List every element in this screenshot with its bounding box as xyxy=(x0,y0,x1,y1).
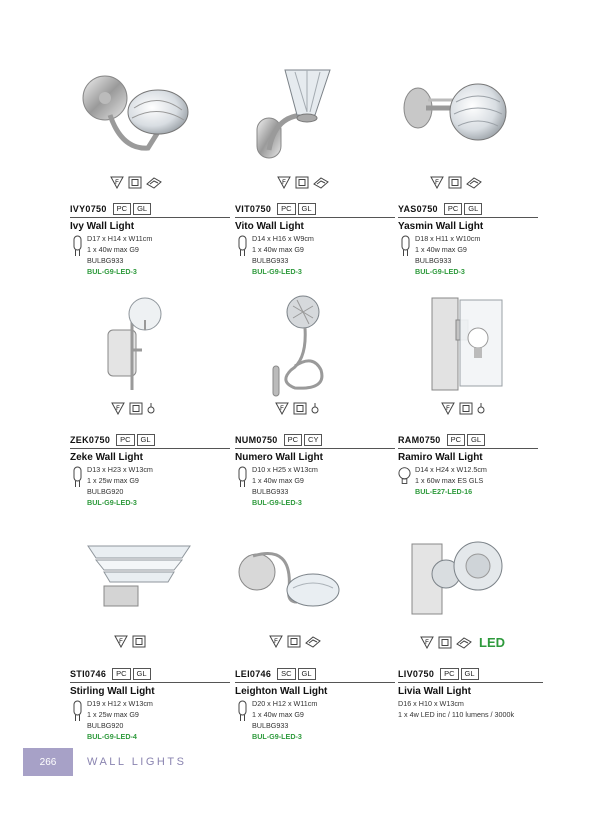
lamp-spec: 1 x 25w max G9 xyxy=(87,710,139,719)
capsule-bulb-icon xyxy=(72,466,83,488)
dimensions: D10 x H25 x W13cm xyxy=(252,465,318,474)
lamp-spec: 1 x 25w max G9 xyxy=(87,476,139,485)
product-name: Numero Wall Light xyxy=(235,452,323,463)
code-line xyxy=(70,203,230,218)
product-ivy xyxy=(70,60,230,275)
svg-text:F: F xyxy=(274,639,278,645)
double-insulated-icon xyxy=(438,636,452,649)
double-insulated-icon xyxy=(287,635,301,648)
svg-text:F: F xyxy=(115,180,119,186)
bulb-code: BULBG933 xyxy=(252,721,289,730)
feature-icons xyxy=(114,635,146,648)
bulb-code: BULBG933 xyxy=(415,256,452,265)
product-name: Stirling Wall Light xyxy=(70,686,155,697)
finish-badge: PC xyxy=(447,434,465,446)
feature-icons xyxy=(110,176,162,189)
product-name: Zeke Wall Light xyxy=(70,452,143,463)
double-insulated-icon xyxy=(129,402,143,415)
page-number: 266 xyxy=(23,748,73,776)
double-insulated-icon xyxy=(128,176,142,189)
double-insulated-icon xyxy=(459,402,473,415)
double-insulated-icon xyxy=(132,635,146,648)
glass-icon xyxy=(305,635,321,648)
svg-text:F: F xyxy=(280,406,284,412)
small-bulb-icon xyxy=(147,402,155,415)
dimensions: D20 x H12 x W11cm xyxy=(252,699,318,708)
led-code: BUL-G9-LED-4 xyxy=(87,732,137,741)
lamp-spec: 1 x 4w LED inc / 110 lumens / 3000k xyxy=(398,710,515,719)
product-photo-numero xyxy=(235,290,395,410)
finish-badge: GL xyxy=(133,203,151,215)
class2-icon xyxy=(420,636,434,649)
gls-bulb-icon xyxy=(398,466,411,488)
class2-icon xyxy=(114,635,128,648)
code-line xyxy=(398,203,538,218)
finish-badge: PC xyxy=(440,668,458,680)
capsule-bulb-icon xyxy=(400,235,411,257)
led-code: BUL-G9-LED-3 xyxy=(252,267,302,276)
product-name: Ivy Wall Light xyxy=(70,221,135,232)
glass-icon xyxy=(466,176,482,189)
finish-badge: PC xyxy=(113,203,131,215)
product-name: Yasmin Wall Light xyxy=(398,221,484,232)
product-info xyxy=(235,434,395,508)
product-photo-livia xyxy=(398,530,558,650)
dimensions: D13 x H23 x W13cm xyxy=(87,465,153,474)
glass-icon xyxy=(456,636,472,649)
product-stirling xyxy=(70,530,230,745)
product-vito xyxy=(235,60,395,275)
product-details xyxy=(398,698,543,720)
feature-icons xyxy=(277,176,329,189)
feature-icons xyxy=(269,635,321,648)
svg-text:F: F xyxy=(435,180,439,186)
section-title: WALL LIGHTS xyxy=(87,756,187,768)
dimensions: D17 x H14 x W11cm xyxy=(87,234,153,243)
led-label: LED xyxy=(479,635,505,650)
finish-badge: PC xyxy=(284,434,302,446)
product-photo-vito xyxy=(235,60,395,180)
page-footer xyxy=(23,748,186,776)
feature-icons xyxy=(111,402,155,415)
small-bulb-icon xyxy=(311,402,319,415)
class2-icon xyxy=(275,402,289,415)
product-details xyxy=(398,233,538,277)
dimensions: D14 x H24 x W12.5cm xyxy=(415,465,487,474)
product-name: Ramiro Wall Light xyxy=(398,452,483,463)
lamp-spec: 1 x 40w max G9 xyxy=(252,245,304,254)
product-info xyxy=(70,434,230,508)
code-line xyxy=(235,203,395,218)
product-leighton xyxy=(235,530,395,745)
class2-icon xyxy=(277,176,291,189)
product-name: Livia Wall Light xyxy=(398,686,471,697)
small-bulb-icon xyxy=(477,402,485,415)
dimensions: D14 x H16 x W9cm xyxy=(252,234,314,243)
glass-icon xyxy=(146,176,162,189)
product-details xyxy=(235,464,395,508)
product-code: RAM0750 xyxy=(398,435,441,445)
led-code: BUL-E27-LED-16 xyxy=(415,487,473,496)
svg-text:F: F xyxy=(446,406,450,412)
class2-icon xyxy=(110,176,124,189)
feature-icons xyxy=(275,402,319,415)
product-code: YAS0750 xyxy=(398,204,438,214)
double-insulated-icon xyxy=(448,176,462,189)
code-line xyxy=(235,434,395,449)
product-info xyxy=(235,203,395,277)
led-code: BUL-G9-LED-3 xyxy=(252,732,302,741)
finish-badge: GL xyxy=(461,668,479,680)
product-photo-zeke xyxy=(70,290,230,410)
product-details xyxy=(398,464,538,497)
product-code: LEI0746 xyxy=(235,669,272,679)
lamp-spec: 1 x 40w max G9 xyxy=(415,245,467,254)
led-code: BUL-G9-LED-3 xyxy=(415,267,465,276)
product-code: VIT0750 xyxy=(235,204,272,214)
capsule-bulb-icon xyxy=(237,466,248,488)
bulb-code: BULBG933 xyxy=(87,256,124,265)
bulb-code: BULBG920 xyxy=(87,721,124,730)
product-code: NUM0750 xyxy=(235,435,278,445)
product-numero xyxy=(235,290,395,515)
product-name: Vito Wall Light xyxy=(235,221,304,232)
code-line xyxy=(398,434,538,449)
capsule-bulb-icon xyxy=(72,235,83,257)
product-info xyxy=(398,668,543,720)
code-line xyxy=(70,434,230,449)
capsule-bulb-icon xyxy=(237,235,248,257)
product-details xyxy=(235,698,395,742)
product-livia xyxy=(398,530,558,745)
code-line xyxy=(398,668,543,683)
product-info xyxy=(398,434,538,497)
finish-badge: PC xyxy=(444,203,462,215)
code-line xyxy=(70,668,230,683)
product-info xyxy=(235,668,395,742)
capsule-bulb-icon xyxy=(237,700,248,722)
product-info xyxy=(70,203,230,277)
led-code: BUL-G9-LED-3 xyxy=(252,498,302,507)
class2-icon xyxy=(111,402,125,415)
double-insulated-icon xyxy=(293,402,307,415)
product-photo-leighton xyxy=(235,530,395,650)
led-code: BUL-G9-LED-3 xyxy=(87,498,137,507)
class2-icon xyxy=(269,635,283,648)
product-code: STI0746 xyxy=(70,669,107,679)
lamp-spec: 1 x 60w max ES GLS xyxy=(415,476,484,485)
product-details xyxy=(235,233,395,277)
product-photo-stirling xyxy=(70,530,230,650)
finish-badge: CY xyxy=(304,434,322,446)
class2-icon xyxy=(430,176,444,189)
led-code: BUL-G9-LED-3 xyxy=(87,267,137,276)
feature-icons xyxy=(441,402,485,415)
product-code: LIV0750 xyxy=(398,669,435,679)
product-photo-ramiro xyxy=(398,290,558,410)
svg-text:F: F xyxy=(425,640,429,646)
finish-badge: GL xyxy=(298,203,316,215)
product-name: Leighton Wall Light xyxy=(235,686,328,697)
product-zeke xyxy=(70,290,230,515)
product-info xyxy=(70,668,230,742)
finish-badge: GL xyxy=(464,203,482,215)
finish-badge: GL xyxy=(137,434,155,446)
code-line xyxy=(235,668,395,683)
product-code: IVY0750 xyxy=(70,204,107,214)
feature-icons xyxy=(420,635,505,650)
finish-badge: SC xyxy=(277,668,295,680)
product-info xyxy=(398,203,538,277)
finish-badge: GL xyxy=(133,668,151,680)
capsule-bulb-icon xyxy=(72,700,83,722)
finish-badge: PC xyxy=(277,203,295,215)
product-details xyxy=(70,233,230,277)
lamp-spec: 1 x 40w max G9 xyxy=(252,710,304,719)
lamp-spec: 1 x 40w max G9 xyxy=(252,476,304,485)
finish-badge: PC xyxy=(112,668,130,680)
glass-icon xyxy=(313,176,329,189)
dimensions: D19 x H12 x W13cm xyxy=(87,699,153,708)
product-photo-ivy xyxy=(70,60,230,180)
class2-icon xyxy=(441,402,455,415)
finish-badge: PC xyxy=(116,434,134,446)
bulb-code: BULBG933 xyxy=(252,487,289,496)
feature-icons xyxy=(430,176,482,189)
product-photo-yasmin xyxy=(398,60,558,180)
product-code: ZEK0750 xyxy=(70,435,111,445)
dimensions: D18 x H11 x W10cm xyxy=(415,234,481,243)
bulb-code: BULBG920 xyxy=(87,487,124,496)
product-details xyxy=(70,464,230,508)
finish-badge: GL xyxy=(467,434,485,446)
svg-text:F: F xyxy=(282,180,286,186)
dimensions: D16 x H10 x W13cm xyxy=(398,699,464,708)
svg-text:F: F xyxy=(116,406,120,412)
svg-text:F: F xyxy=(119,639,123,645)
double-insulated-icon xyxy=(295,176,309,189)
bulb-code: BULBG933 xyxy=(252,256,289,265)
lamp-spec: 1 x 40w max G9 xyxy=(87,245,139,254)
finish-badge: GL xyxy=(298,668,316,680)
product-yasmin xyxy=(398,60,558,275)
product-ramiro xyxy=(398,290,558,515)
product-details xyxy=(70,698,230,742)
